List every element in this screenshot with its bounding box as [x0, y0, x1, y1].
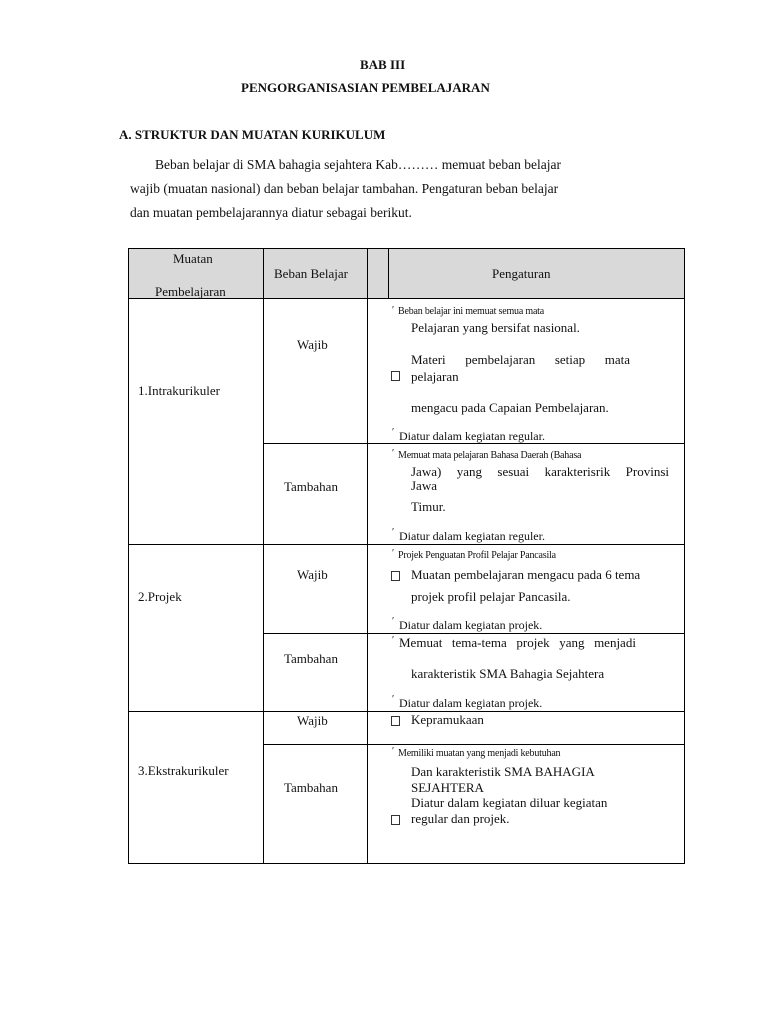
header-muatan-line-1: Muatan: [173, 251, 213, 266]
intra-wajib-bullet-2-cont-2: mengacu pada Capaian Pembelajaran.: [411, 400, 609, 415]
justified-word: setiap: [554, 352, 586, 367]
header-muatan-line-2: Pembelajaran: [155, 284, 226, 299]
arrow-bullet-icon: ′: [392, 635, 395, 646]
projek-tambahan-bullet-2: Diatur dalam kegiatan projek.: [399, 696, 543, 710]
ekstra-tambahan-bullet-2: Diatur dalam kegiatan diluar kegiatan: [411, 795, 608, 810]
section-heading: A. STRUKTUR DAN MUATAN KURIKULUM: [119, 127, 386, 142]
projek-tambahan-bullet-1: [399, 635, 636, 651]
intra-wajib-label: Wajib: [297, 337, 328, 352]
arrow-bullet-icon: ′: [392, 548, 395, 559]
justified-word: Jawa): [411, 464, 442, 479]
arrow-bullet-icon: ′: [392, 427, 395, 438]
table-border-right: [684, 248, 685, 864]
intra-tambahan-label: Tambahan: [284, 479, 338, 494]
row-intrakurikuler-label: 1.Intrakurikuler: [138, 383, 220, 398]
justified-word: Memuat: [399, 635, 443, 650]
intro-line-2: wajib (muatan nasional) dan beban belajar tambahan. Pengaturan beban belajar: [130, 181, 559, 196]
intra-wajib-bullet-1: Beban belajar ini memuat semua mata: [398, 306, 544, 317]
ekstra-tambahan-bullet-1-cont-2: SEJAHTERA: [411, 780, 484, 795]
ekstra-tambahan-bullet-1-cont-1: Dan karakteristik SMA BAHAGIA: [411, 764, 595, 779]
projek-tambahan-label: Tambahan: [284, 651, 338, 666]
intra-wajib-bullet-1-cont: Pelajaran yang bersifat nasional.: [411, 320, 580, 335]
justified-word: mata: [604, 352, 630, 367]
intra-tambahan-bullet-1-cont-2: Timur.: [411, 499, 446, 514]
column-divider-2: [367, 248, 368, 864]
intra-tambahan-bullet-1-cont-1: Jawa: [411, 478, 437, 493]
justified-word: tema-tema: [451, 635, 507, 650]
subrow-divider-projek: [263, 633, 685, 634]
row-projek-label: 2.Projek: [138, 589, 182, 604]
subrow-divider-ekstra: [263, 744, 685, 745]
justified-word: yang: [456, 464, 482, 479]
intra-wajib-bullet-2: [411, 352, 630, 368]
chapter-number: BAB III: [360, 57, 406, 72]
ekstra-tambahan-bullet-2-cont: regular dan projek.: [411, 811, 510, 826]
box-bullet-icon: [391, 371, 400, 381]
header-beban-belajar: Beban Belajar: [274, 266, 348, 281]
projek-tambahan-bullet-1-cont: karakteristik SMA Bahagia Sejahtera: [411, 666, 605, 681]
intra-wajib-bullet-3: Diatur dalam kegiatan regular.: [399, 429, 545, 443]
intro-line-1: Beban belajar di SMA bahagia sejahtera Kab……… memuat beban belajar: [155, 157, 561, 172]
intra-tambahan-bullet-1-line: [411, 464, 669, 480]
column-divider-1: [263, 248, 264, 864]
projek-wajib-bullet-2-cont: projek profil pelajar Pancasila.: [411, 589, 571, 604]
table-border-top: [128, 248, 685, 249]
justified-word: Provinsi: [625, 464, 669, 479]
justified-word: Materi: [411, 352, 446, 367]
box-bullet-icon: [391, 571, 400, 581]
intra-tambahan-bullet-2: Diatur dalam kegiatan reguler.: [399, 529, 545, 543]
header-pengaturan: Pengaturan: [492, 266, 551, 281]
table-border-left: [128, 248, 129, 864]
box-bullet-icon: [391, 815, 400, 825]
arrow-bullet-icon: ′: [392, 305, 395, 316]
justified-word: menjadi: [594, 635, 636, 650]
intra-wajib-bullet-2-cont-1: pelajaran: [411, 369, 459, 384]
arrow-bullet-icon: ′: [392, 746, 395, 757]
projek-wajib-bullet-2: Muatan pembelajaran mengacu pada 6 tema: [411, 567, 641, 582]
arrow-bullet-icon: ′: [392, 448, 395, 459]
justified-word: projek: [516, 635, 550, 650]
projek-wajib-label: Wajib: [297, 567, 328, 582]
arrow-bullet-icon: ′: [392, 616, 395, 627]
justified-word: karakterisrik: [544, 464, 611, 479]
intra-tambahan-bullet-1: Memuat mata pelajaran Bahasa Daerah (Bahasa: [398, 450, 582, 461]
table-border-bottom: [128, 863, 685, 864]
justified-word: sesuai: [497, 464, 530, 479]
row-divider-ekstra: [128, 711, 685, 712]
justified-word: yang: [559, 635, 585, 650]
projek-wajib-bullet-3: Diatur dalam kegiatan projek.: [399, 618, 543, 632]
projek-wajib-bullet-1: Projek Penguatan Profil Pelajar Pancasila: [398, 550, 556, 561]
ekstra-wajib-bullet-1: Kepramukaan: [411, 712, 484, 727]
chapter-title: PENGORGANISASIAN PEMBELAJARAN: [241, 80, 490, 95]
ekstra-wajib-label: Wajib: [297, 713, 328, 728]
ekstra-tambahan-label: Tambahan: [284, 780, 338, 795]
intro-line-3: dan muatan pembelajarannya diatur sebagai berikut.: [130, 205, 412, 220]
box-bullet-icon: [391, 716, 400, 726]
justified-word: pembelajaran: [465, 352, 536, 367]
row-divider-projek: [128, 544, 685, 545]
row-ekstrakurikuler-label: 3.Ekstrakurikuler: [138, 763, 229, 778]
arrow-bullet-icon: ′: [392, 694, 395, 705]
header-inner-divider: [388, 249, 389, 298]
arrow-bullet-icon: ′: [392, 527, 395, 538]
ekstra-tambahan-bullet-1: Memiliki muatan yang menjadi kebutuhan: [398, 748, 561, 759]
